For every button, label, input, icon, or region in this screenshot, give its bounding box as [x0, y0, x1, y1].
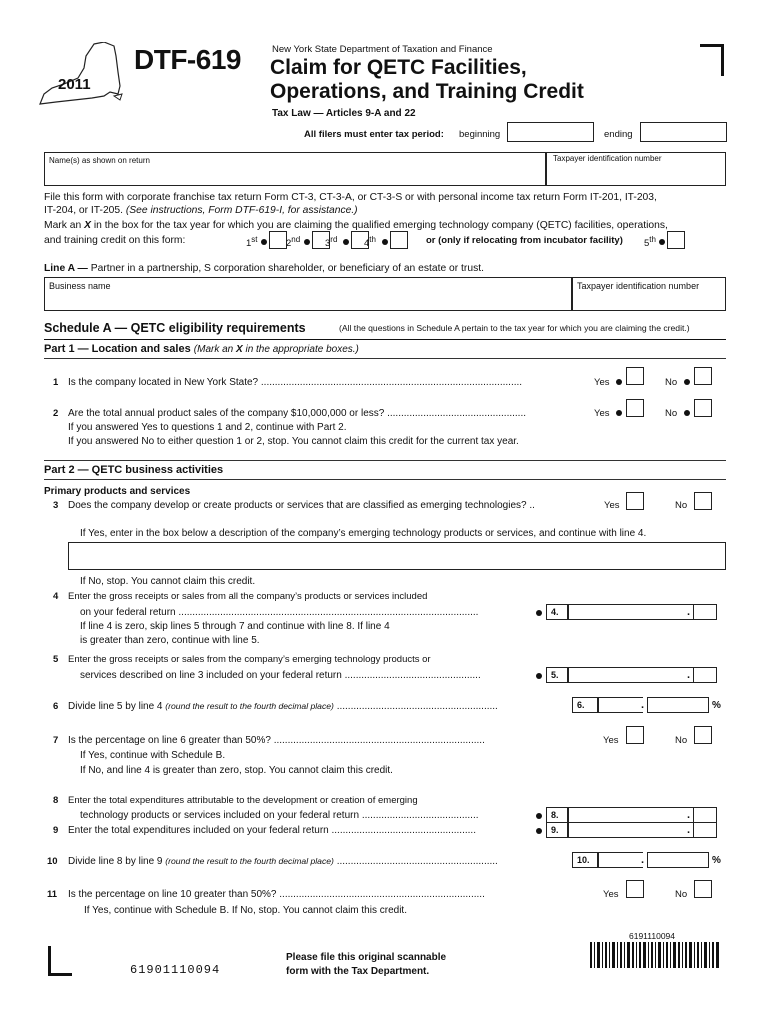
line-2-yes-checkbox[interactable]: [626, 399, 644, 417]
form-year: 2011: [58, 76, 91, 93]
line-2-number: 2: [53, 408, 59, 419]
line-3-yes-checkbox[interactable]: [626, 492, 644, 510]
line-1-text: Is the company located in New York State? ..............................................................................................: [68, 377, 523, 388]
tax-law-text: Tax Law — Articles 9-A and 22: [272, 108, 416, 119]
line-4-decimal: .: [687, 606, 691, 618]
intro-line4: and training credit on this form:: [44, 235, 186, 246]
part2-title: Part 2 — QETC business activities: [44, 464, 224, 476]
line-3-text: Does the company develop or create products or services that are classified as emerging technologies? ..: [68, 500, 535, 511]
line-4-note-a: If line 4 is zero, skip lines 5 through 7 and continue with line 8. If line 4: [80, 621, 390, 632]
line-2-no-checkbox[interactable]: [694, 399, 712, 417]
form-title-line1: Claim for QETC Facilities,: [270, 56, 527, 79]
beginning-label: beginning: [459, 129, 501, 140]
line-8-box-label: 8.: [546, 807, 568, 823]
part2-top-rule: [44, 460, 726, 461]
corner-mark-bottom-side: [48, 946, 51, 976]
year-5-label: 5th: [644, 235, 656, 250]
scan-code-left: 61901110094: [130, 963, 221, 977]
year-4-checkbox[interactable]: [390, 231, 408, 249]
line-1-yes-checkbox[interactable]: [626, 367, 644, 385]
line-4-bullet: [536, 610, 542, 616]
barcode-icon: [590, 942, 720, 968]
corner-mark-bottom: [48, 973, 72, 976]
line-9-decimal: .: [687, 824, 691, 836]
line-3-if-yes: If Yes, enter in the box below a description of the company’s emerging technology products or services, and continue with line 4.: [80, 528, 647, 539]
line-8-decimal: .: [687, 809, 691, 821]
form-id: DTF-619: [134, 44, 241, 75]
incubator-or-text: or (only if relocating from incubator facility): [426, 235, 623, 246]
line-7-number: 7: [53, 735, 59, 746]
line-a-taxpayer-id-label: Taxpayer identification number: [577, 281, 700, 291]
footer-note-line2: form with the Tax Department.: [286, 966, 430, 977]
ending-label: ending: [604, 129, 633, 140]
line-3-no-checkbox[interactable]: [694, 492, 712, 510]
line-2-yes-label: Yes: [594, 408, 610, 419]
line-5-text-b: services described on line 3 included on your federal return .................................................: [80, 670, 481, 681]
department-name: New York State Department of Taxation and Finance: [272, 44, 493, 55]
ending-date-field[interactable]: [640, 122, 727, 142]
line-1-yes-bullet: [616, 379, 622, 385]
line-2-no-bullet: [684, 410, 690, 416]
year-2-label: 2nd: [286, 235, 301, 250]
line-6-percent: %: [712, 700, 721, 711]
line-1-no-checkbox[interactable]: [694, 367, 712, 385]
line-10-decimal: .: [641, 854, 645, 866]
line-11-yes-checkbox[interactable]: [626, 880, 644, 898]
line-7-yes-label: Yes: [603, 735, 619, 746]
line-7-if-yes: If Yes, continue with Schedule B.: [80, 750, 226, 761]
line-4-number: 4: [53, 591, 59, 602]
part1-title: Part 1 — Location and sales (Mark an X in the appropriate boxes.): [44, 343, 359, 355]
schedule-a-title: Schedule A — QETC eligibility requirements: [44, 321, 306, 335]
line-a: Line A — Partner in a partnership, S corporation shareholder, or beneficiary of an estate or trust.: [44, 263, 484, 274]
line-9-number: 9: [53, 825, 59, 836]
line-10-whole-field[interactable]: [598, 852, 643, 868]
line-4-text-b: on your federal return ............................................................................................................: [80, 607, 479, 618]
line-11-number: 11: [47, 889, 58, 900]
schedule-a-rule: [44, 339, 726, 340]
year-1-label: 1st: [246, 235, 258, 250]
taxpayer-id-label: Taxpayer identification number: [553, 154, 662, 163]
line-1-yes-label: Yes: [594, 377, 610, 388]
line-6-box-label: 6.: [572, 697, 598, 713]
line-1-no-label: No: [665, 377, 678, 388]
corner-mark-side: [721, 44, 724, 76]
year-1-checkbox[interactable]: [269, 231, 287, 249]
line-3-no-label: No: [675, 500, 688, 511]
line-5-decimal: .: [687, 669, 691, 681]
line-1-no-bullet: [684, 379, 690, 385]
line-2-text: Are the total annual product sales of the company $10,000,000 or less? ..................................................: [68, 408, 527, 419]
line-9-amount-field[interactable]: [568, 822, 693, 838]
line-9-box-label: 9.: [546, 822, 568, 838]
line-1-number: 1: [53, 377, 59, 388]
line-4-amount-field[interactable]: [568, 604, 693, 620]
line-11-no-label: No: [675, 889, 688, 900]
year-4-label: 4th: [364, 235, 376, 250]
tax-period-label: All filers must enter tax period:: [304, 129, 444, 140]
barcode-number: 6191110094: [629, 931, 676, 941]
business-name-field[interactable]: [44, 277, 572, 311]
year-3-label: 3rd: [325, 235, 338, 250]
line-9-text: Enter the total expenditures included on your federal return ....................................................: [68, 825, 476, 836]
year-5-bullet: [659, 239, 665, 245]
line-10-text: Divide line 8 by line 9 (round the result to the fourth decimal place) ..........................................................: [68, 856, 498, 867]
form-title-line2: Operations, and Training Credit: [270, 80, 584, 103]
line-7-text: Is the percentage on line 6 greater than 50%? ............................................................................: [68, 735, 485, 746]
line-8-number: 8: [53, 795, 59, 806]
line-8-amount-field[interactable]: [568, 807, 693, 823]
year-3-bullet: [343, 239, 349, 245]
primary-products-title: Primary products and services: [44, 486, 191, 497]
year-2-bullet: [304, 239, 310, 245]
line-8-text-a: Enter the total expenditures attributable to the development or creation of emerging: [68, 795, 418, 806]
new-york-state-outline-icon: [34, 42, 124, 106]
line-4-cents-field[interactable]: [693, 604, 717, 620]
line-4-note-b: is greater than zero, continue with line 5.: [80, 635, 260, 646]
line-5-cents-field[interactable]: [693, 667, 717, 683]
intro-line2: IT-204, or IT-205. (See instructions, Form DTF-619-I, for assistance.): [44, 205, 358, 216]
line-5-amount-field[interactable]: [568, 667, 693, 683]
line-2-instruction-no: If you answered No to either question 1 or 2, stop. You cannot claim this credit for the current tax year.: [68, 436, 519, 447]
line-8-text-b: technology products or services included on your federal return ..........................................: [80, 810, 479, 821]
line-5-number: 5: [53, 654, 59, 665]
line-9-cents-field[interactable]: [693, 822, 717, 838]
line-3-yes-label: Yes: [604, 500, 620, 511]
line-10-fraction-field[interactable]: [647, 852, 709, 868]
line-6-text: Divide line 5 by line 4 (round the result to the fourth decimal place) ..........................................................: [68, 701, 498, 712]
line-11-text: Is the percentage on line 10 greater than 50%? ..........................................................................: [68, 889, 485, 900]
line-11-instruction: If Yes, continue with Schedule B. If No, stop. You cannot claim this credit.: [84, 905, 407, 916]
part2-rule: [44, 479, 726, 480]
line-2-instruction-yes: If you answered Yes to questions 1 and 2, continue with Part 2.: [68, 422, 347, 433]
year-5-checkbox[interactable]: [667, 231, 685, 249]
intro-line3: Mark an X in the box for the tax year for which you are claiming the qualified emerging technology company (QETC) facilities, operations,: [44, 220, 668, 231]
line-8-bullet: [536, 813, 542, 819]
footer-note-line1: Please file this original scannable: [286, 952, 447, 963]
names-label: Name(s) as shown on return: [49, 156, 150, 165]
line-9-bullet: [536, 828, 542, 834]
line-7-no-label: No: [675, 735, 688, 746]
part1-rule: [44, 358, 726, 359]
year-4-bullet: [382, 239, 388, 245]
line-6-number: 6: [53, 701, 59, 712]
line-4-text-a: Enter the gross receipts or sales from all the company’s products or services included: [68, 591, 428, 602]
line-4-box-label: 4.: [546, 604, 568, 620]
line-10-box-label: 10.: [572, 852, 598, 868]
line-7-if-no: If No, and line 4 is greater than zero, stop. You cannot claim this credit.: [80, 765, 393, 776]
line-11-no-checkbox[interactable]: [694, 880, 712, 898]
line-10-percent: %: [712, 855, 721, 866]
schedule-a-note: (All the questions in Schedule A pertain to the tax year for which you are claiming the credit.): [339, 323, 690, 333]
line-2-no-label: No: [665, 408, 678, 419]
line-11-yes-label: Yes: [603, 889, 619, 900]
beginning-date-field[interactable]: [507, 122, 594, 142]
line-6-whole-field[interactable]: [598, 697, 643, 713]
line-7-yes-checkbox[interactable]: [626, 726, 644, 744]
line-3-number: 3: [53, 500, 59, 511]
line-5-box-label: 5.: [546, 667, 568, 683]
business-name-label: Business name: [49, 281, 111, 291]
line-10-number: 10: [47, 856, 58, 867]
line-7-no-checkbox[interactable]: [694, 726, 712, 744]
line-2-yes-bullet: [616, 410, 622, 416]
line-8-cents-field[interactable]: [693, 807, 717, 823]
line-6-decimal: .: [641, 699, 645, 711]
technology-description-field[interactable]: [68, 542, 726, 570]
line-3-if-no: If No, stop. You cannot claim this credit.: [80, 576, 256, 587]
year-1-bullet: [261, 239, 267, 245]
line-5-text-a: Enter the gross receipts or sales from the company’s emerging technology products or: [68, 654, 431, 665]
line-5-bullet: [536, 673, 542, 679]
intro-line1: File this form with corporate franchise tax return Form CT-3, CT-3-A, or CT-3-S or with personal income tax return Form IT-201, IT-203,: [44, 192, 657, 203]
line-6-fraction-field[interactable]: [647, 697, 709, 713]
